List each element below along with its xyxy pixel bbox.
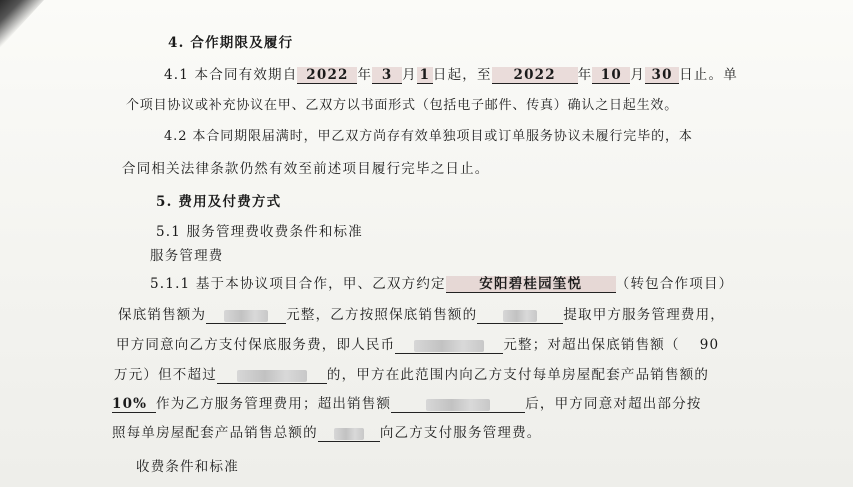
- clause-text: 后，甲方同意对超出部分按: [525, 396, 702, 412]
- clause-4-1-line-1: [164, 66, 738, 84]
- redacted-fee-amount: [395, 337, 503, 354]
- redacted-min-sales: [206, 307, 286, 324]
- clause-text: 月: [630, 67, 646, 83]
- clause-text: 向乙方支付服务管理费。: [379, 425, 542, 441]
- clause-text: 元整；对超出保底销售额（: [503, 337, 680, 353]
- fee-conditions-heading: 收费条件和标准: [136, 459, 239, 475]
- redacted-excess-rate: [318, 425, 380, 442]
- section-4-heading: 4. 合作期限及履行: [168, 35, 294, 51]
- clause-text: 月: [402, 67, 417, 83]
- clause-text: 作为乙方服务管理费用；超出销售额: [156, 396, 392, 412]
- clause-text: （转包合作项目）: [615, 276, 734, 292]
- clause-text: 5.1.1 基于本协议项目合作，甲、乙双方约定: [150, 276, 446, 292]
- clause-5-1-1-line-5: [112, 395, 702, 413]
- clause-5-1-1-line-1: [150, 275, 733, 293]
- project-name: 安阳碧桂园筀悦: [446, 276, 616, 293]
- redaction-blur: [503, 310, 537, 322]
- threshold-value: 90: [699, 337, 720, 353]
- commission-percent: 10%: [112, 396, 156, 413]
- clause-text: 年: [357, 67, 373, 83]
- clause-4-2-line-1: 4.2 本合同期限届满时，甲乙双方尚存有效单独项目或订单服务协议未履行完毕的，本: [164, 129, 693, 144]
- clause-text: 照每单房屋配套产品销售总额的: [112, 425, 318, 441]
- clause-5-1-1-line-3: [116, 336, 719, 354]
- clause-text: 年: [577, 67, 593, 83]
- clause-text: 元整，乙方按照保底销售额的: [286, 307, 478, 323]
- redaction-blur: [237, 370, 307, 382]
- clause-text: 万元）但不超过: [114, 367, 217, 383]
- clause-text: 日起，至: [432, 67, 492, 83]
- section-5-heading: 5. 费用及付费方式: [156, 194, 282, 210]
- redaction-blur: [334, 428, 364, 440]
- start-day: 1: [417, 67, 433, 84]
- redacted-sales-cap: [391, 396, 525, 413]
- clause-text: 保底销售额为: [118, 307, 207, 323]
- start-year: 2022: [297, 67, 357, 84]
- clause-5-1-1-line-6: [112, 424, 542, 442]
- end-month: 10: [592, 67, 630, 84]
- clause-5-1-1-line-2: [118, 306, 725, 324]
- redacted-upper-limit: [217, 367, 327, 384]
- clause-4-2-line-2: 合同相关法律条款仍然有效至前述项目履行完毕之日止。: [122, 161, 490, 177]
- service-fee-subtitle: 服务管理费: [150, 248, 224, 264]
- clause-text: 的，甲方在此范围内向乙方支付每单房屋配套产品销售额的: [326, 367, 710, 383]
- redaction-blur: [224, 310, 268, 322]
- clause-4-1-line-2: 个项目协议或补充协议在甲、乙双方以书面形式（包括电子邮件、传真）确认之日起生效。: [126, 98, 679, 113]
- page-fold-shadow: [0, 0, 60, 60]
- clause-text: 日止。单: [679, 67, 738, 83]
- clause-text: 4.1 本合同有效期自: [164, 67, 298, 83]
- clause-5-1-title: 5.1 服务管理费收费条件和标准: [156, 224, 363, 240]
- redaction-blur: [414, 340, 484, 352]
- end-day: 30: [645, 67, 679, 84]
- redacted-rate: [477, 307, 563, 324]
- clause-5-1-1-line-4: [114, 366, 709, 384]
- start-month: 3: [372, 67, 402, 84]
- end-year: 2022: [492, 67, 578, 84]
- redaction-blur: [426, 399, 490, 411]
- clause-text: 甲方同意向乙方支付保底服务费，即人民币: [116, 337, 396, 353]
- clause-text: 提取甲方服务管理费用，: [563, 307, 726, 323]
